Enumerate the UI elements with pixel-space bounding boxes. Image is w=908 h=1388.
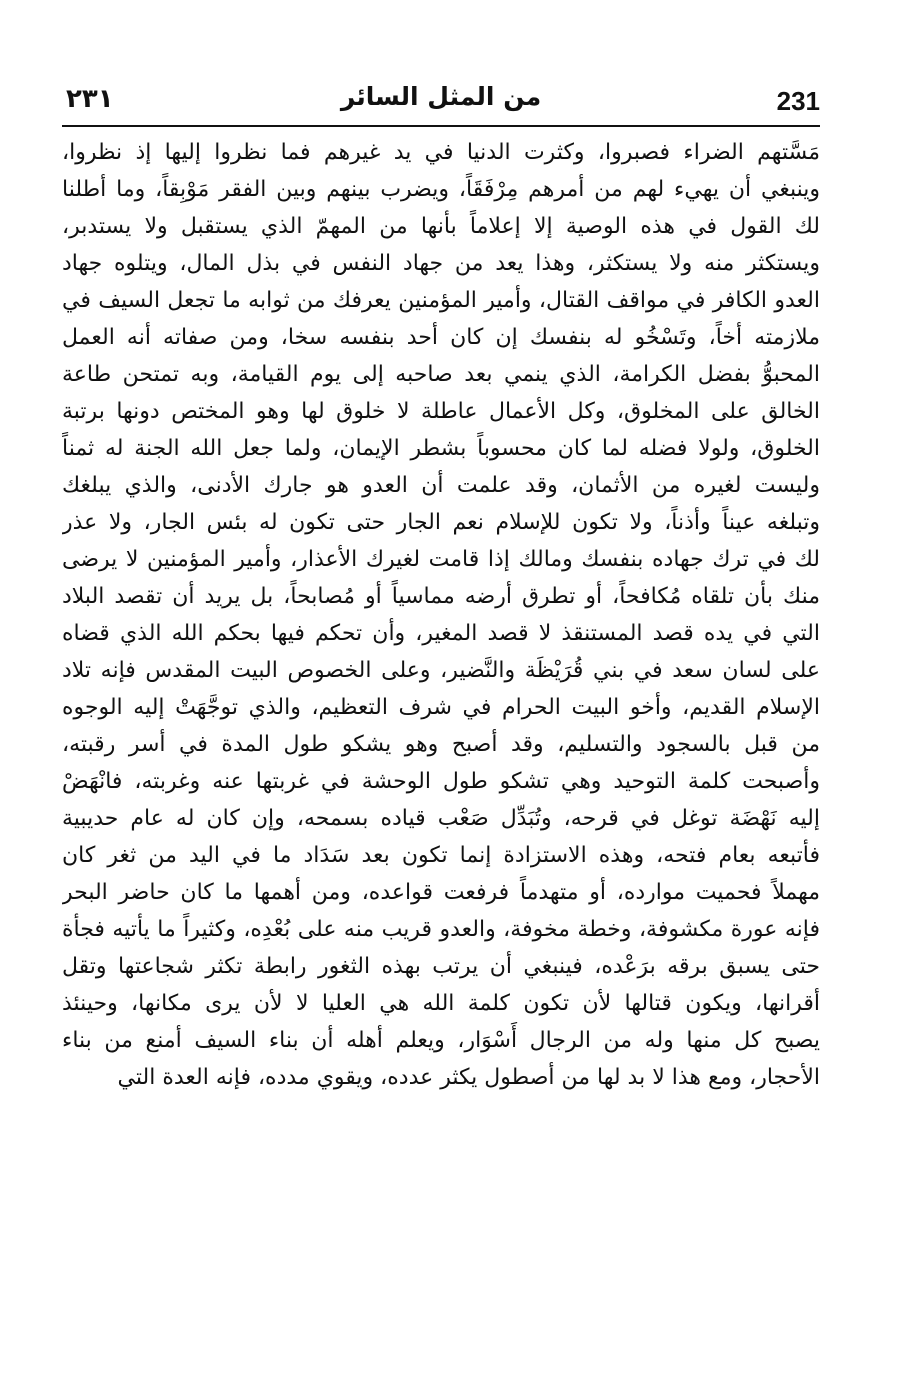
- header-rule: [62, 125, 820, 127]
- page-number-latin: 231: [776, 86, 820, 116]
- text-line: العدو الكافر في مواقف القتال، وأمير المؤمنين يعرفك من ثوابه ما تجعل السيف في: [62, 288, 820, 313]
- page-header: [62, 80, 820, 124]
- text-line: ويستكثر منه ولا يستكثر، وهذا يعد من جهاد النفس في بذل المال، ويتلوه جهاد: [62, 251, 820, 276]
- text-line: على لسان سعد في بني قُرَيْظَة والنَّضير، وعلى الخصوص البيت المقدس فإنه تلاد: [62, 658, 820, 683]
- text-line: من قبل بالسجود والتسليم، وقد أصبح وهو يشكو طول المدة في أسر رقبته،: [62, 732, 820, 757]
- text-line: مهملاً فحميت موارده، أو متهدماً فرفعت قواعده، ومن أهمها ما كان حاضر البحر: [62, 880, 820, 905]
- text-line: الأحجار، ومع هذا لا بد لها من أصطول يكثر عدده، ويقوي مدده، فإنه العدة التي: [117, 1065, 820, 1090]
- text-line: فأتبعه بعام فتحه، وهذه الاستزادة إنما تكون بعد سَدَاد ما في اليد من ثغر كان: [62, 843, 820, 868]
- running-title: من المثل السائر: [340, 82, 542, 111]
- text-line: إليه نَهْضَة توغل في قرحه، وتُبَدِّل صَعْب قياده بسمحه، وإن كان له عام حديبية: [62, 806, 820, 831]
- text-line: وتبلغه عيناً وأذناً، ولا تكون للإسلام نعم الجار حتى تكون له بئس الجار، ولا عذر: [62, 510, 820, 535]
- text-line: فإنه عورة مكشوفة، وخطة مخوفة، والعدو قريب منه على بُعْدِه، وكثيراً ما يأتيه فجأة: [62, 917, 820, 942]
- text-line: الإسلام القديم، وأخو البيت الحرام في شرف التعظيم، والذي توجَّهَتْ إليه الوجوه: [62, 695, 820, 720]
- body-text: [62, 134, 820, 1096]
- text-line: يصبح كل منها وله من الرجال أَسْوَار، ويعلم أهله أن بناء السيف أمنع من بناء: [62, 1028, 820, 1053]
- text-line: المحبوُّ بفضل الكرامة، الذي ينمي بعد صاحبه إلى يوم القيامة، وبه تمتحن طاعة: [62, 362, 820, 387]
- text-line: حتى يسبق برقه برَعْده، فينبغي أن يرتب بهذه الثغور رابطة تكثر شجاعتها وتقل: [62, 954, 820, 979]
- text-line: التي في يده قصد المستنقذ لا قصد المغير، وأن تحكم فيها بحكم الله الذي قضاه: [62, 621, 820, 646]
- text-line: وأصبحت كلمة التوحيد وهي تشكو طول الوحشة في غربتها عنه وغربته، فانْهَضْ: [62, 769, 820, 794]
- text-line: وليست لغيره من الأثمان، وقد علمت أن العدو هو جارك الأدنى، والذي يبلغك: [62, 473, 820, 498]
- text-line: مَسَّتهم الضراء فصبروا، وكثرت الدنيا في يد غيرهم فما نظروا إليها إذ نظروا،: [62, 140, 820, 165]
- text-line: وينبغي أن يهيء لهم من أمرهم مِرْفَقَاً، ويضرب بينهم وبين الفقر مَوْبِقاً، وما أطلنا: [62, 177, 820, 202]
- page-number-arabic: ٢٣١: [66, 84, 114, 114]
- text-line: ملازمته أخاً، وتَسْخُو له بنفسك إن كان أحد بنفسه سخا، ومن صفاته أنه العمل: [62, 325, 820, 350]
- text-line: الخالق على المخلوق، وكل الأعمال عاطلة لا خلوق لها وهو المختص دونها برتبة: [62, 399, 820, 424]
- text-line: لك القول في هذه الوصية إلا إعلاماً بأنها من المهمّ الذي يستقبل ولا يستدبر،: [62, 214, 820, 239]
- text-line: لك في ترك جهاده بنفسك ومالك إذا قامت لغيرك الأعذار، وأمير المؤمنين لا يرضى: [62, 547, 820, 572]
- text-line: أقرانها، ويكون قتالها لأن تكون كلمة الله هي العليا لا لأن يرى مكانها، وحينئذ: [62, 991, 820, 1016]
- text-line: منك بأن تلقاه مُكافحاً، أو تطرق أرضه مماسياً أو مُصابحاً، بل يريد أن تقصد البلاد: [62, 584, 820, 609]
- text-line: الخلوق، ولولا فضله لما كان محسوباً بشطر الإيمان، ولما جعل الله الجنة له ثمناً: [62, 436, 820, 461]
